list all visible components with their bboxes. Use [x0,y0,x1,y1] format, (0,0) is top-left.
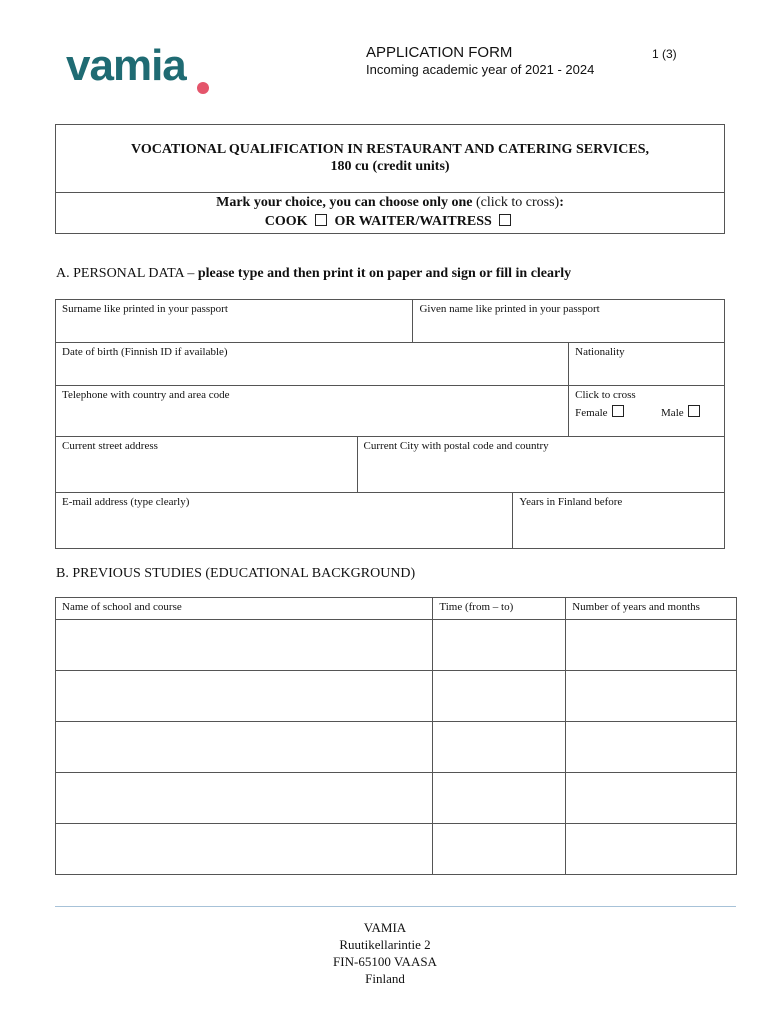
previous-studies-table [55,597,737,875]
table-row [56,671,737,722]
time-cell[interactable] [433,773,566,824]
table-row [56,824,737,875]
footer-country: Finland [365,971,405,986]
logo-dot-icon [197,82,209,94]
choice-colon: : [559,195,564,210]
school-cell[interactable] [56,671,433,722]
years-cell[interactable] [566,671,737,722]
years-cell[interactable] [566,773,737,824]
female-checkbox[interactable] [612,405,624,417]
option-waiter-label: OR WAITER/WAITRESS [334,214,492,229]
years-finland-label: Years in Finland before [519,496,623,508]
choice-instruction-bold: Mark your choice, you can choose only one [216,195,473,210]
given-name-field[interactable] [413,300,725,343]
choice-options [56,214,724,230]
form-title: APPLICATION FORM [366,44,513,61]
qualification-title [56,141,724,175]
table-row [56,620,737,671]
form-subtitle: Incoming academic year of 2021 - 2024 [366,62,595,77]
footer-divider [55,906,736,907]
column-header-school: Name of school and course [56,598,433,620]
page-number: 1 (3) [652,47,677,61]
footer-street: Ruutikellarintie 2 [339,937,431,952]
dob-label: Date of birth (Finnish ID if available) [62,346,228,358]
column-header-time: Time (from – to) [433,598,566,620]
footer-org: VAMIA [363,920,407,935]
vamia-logo [66,41,251,96]
waiter-checkbox[interactable] [499,214,511,226]
sex-options [575,407,718,419]
surname-label: Surname like printed in your passport [62,303,228,315]
nationality-field[interactable] [569,343,725,386]
nationality-label: Nationality [575,346,625,358]
sex-field [569,386,725,437]
column-header-years: Number of years and months [566,598,737,620]
city-field[interactable] [357,437,724,493]
school-cell[interactable] [56,722,433,773]
option-cook-label: COOK [264,214,308,229]
footer-address [0,919,770,987]
qualification-title-line1: VOCATIONAL QUALIFICATION IN RESTAURANT AND CATERING SERVICES, [131,142,649,157]
female-label: Female [575,407,608,419]
given-name-label: Given name like printed in your passport [419,303,600,315]
street-field[interactable] [56,437,358,493]
email-field[interactable] [56,493,513,549]
city-label: Current City with postal code and country [363,440,549,452]
choice-instruction [56,195,724,211]
street-label: Current street address [62,440,158,452]
table-row [56,773,737,824]
school-cell[interactable] [56,620,433,671]
section-a-heading-normal: A. PERSONAL DATA – [56,266,195,281]
dob-field[interactable] [56,343,569,386]
table-row [56,722,737,773]
telephone-field[interactable] [56,386,569,437]
email-label: E-mail address (type clearly) [62,496,190,508]
years-cell[interactable] [566,722,737,773]
time-cell[interactable] [433,824,566,875]
time-cell[interactable] [433,620,566,671]
years-finland-field[interactable] [513,493,725,549]
choice-instruction-hint: (click to cross) [476,195,560,210]
years-cell[interactable] [566,824,737,875]
male-label: Male [661,407,684,419]
school-cell[interactable] [56,773,433,824]
time-cell[interactable] [433,671,566,722]
qualification-title-line2: 180 cu (credit units) [330,159,450,174]
section-a-heading-bold: please type and then print it on paper and sign or fill in clearly [197,266,572,281]
qualification-box [55,124,725,234]
section-a-heading [56,266,571,282]
school-cell[interactable] [56,824,433,875]
telephone-label: Telephone with country and area code [62,389,230,401]
male-checkbox[interactable] [688,405,700,417]
surname-field[interactable] [56,300,413,343]
logo-text: vamia [66,41,186,90]
divider [56,192,724,193]
years-cell[interactable] [566,620,737,671]
time-cell[interactable] [433,722,566,773]
click-to-cross-label: Click to cross [575,389,636,401]
section-b-heading: B. PREVIOUS STUDIES (EDUCATIONAL BACKGROUND) [56,566,416,581]
cook-checkbox[interactable] [315,214,327,226]
personal-data-table [55,299,725,549]
footer-postal: FIN-65100 VAASA [333,954,437,969]
